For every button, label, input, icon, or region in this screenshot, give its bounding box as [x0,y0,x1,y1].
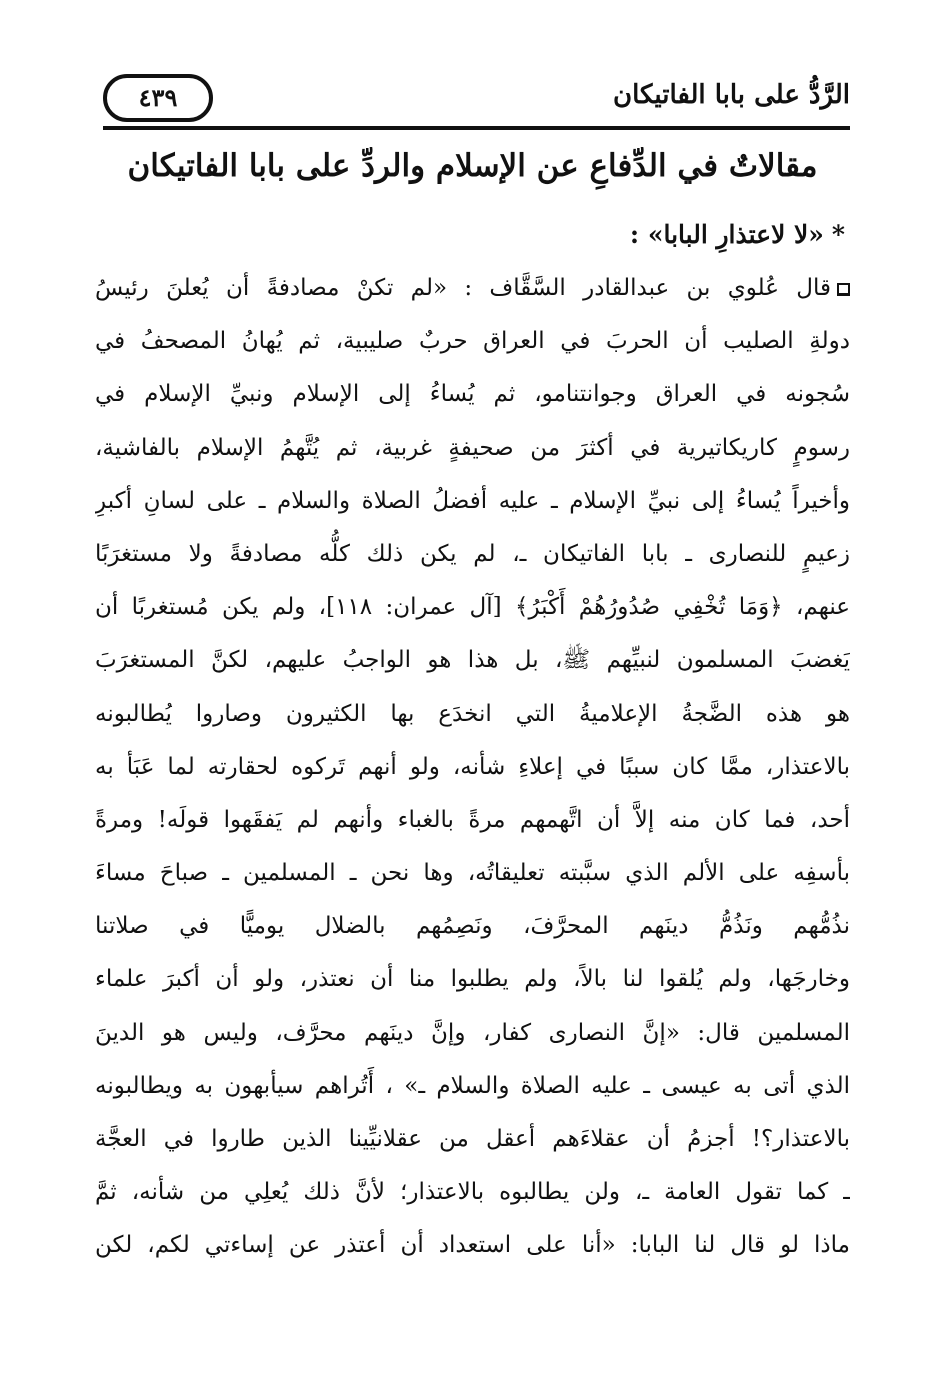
header-rule [103,126,850,130]
section-heading-text: «لا لاعتذارِ البابا» : [629,220,824,249]
body-line: هو هذه الضَّجةُ الإعلاميةُ التي انخدَع بها الكثيرون وصاروا يُطالبونه [95,700,850,727]
section-heading [630,220,845,249]
body-line: نذُمُّهم ونَذُمُّ دينَهم المحرَّفَ، ونَصِمُهم بالضلال يوميًّا في صلاتنا [95,913,850,940]
body-line: سُجونه في العراق وجوانتنامو، ثم يُساءُ إلى الإسلام ونبيِّ الإسلام في [95,381,850,408]
body-line: يَغضبَ المسلمون لنبيِّهم ﷺ، بل هذا هو الواجبُ عليهم، لكنَّ المستغرَبَ [95,647,850,674]
running-header-title: الرَّدُّ على بابا الفاتيكان [612,80,850,110]
body-line: زعيمٍ للنصارى ـ بابا الفاتيكان ـ، لم يكن ذلك كلُّه مصادفةً ولا مستغرَبًا [95,540,850,567]
body-line: أحد، فما كان منه إلاَّ أن اتَّهمهم مرةً بالغباء وأنهم لم يَفقَهوا قولَه! ومرةً [95,806,850,833]
page-number: ٤٣٩ [103,74,213,122]
running-header [95,70,850,134]
body-text [95,262,850,1273]
body-line: ـ كما تقول العامة ـ، ولن يطالبوه بالاعتذار؛ لأنَّ ذلك يُعلِي من شأنه، ثمَّ [95,1179,850,1206]
body-line: وأخيراً يُساءُ إلى نبيِّ الإسلام ـ عليه أفضلُ الصلاة والسلام ـ على لسانِ أكبرِ [95,487,850,514]
body-line-text: قال عُلوي بن عبدالقادر السَّقَّاف : «لم تكنْ مصادفةً أن يُعلنَ رئيسُ [95,275,831,301]
body-line: عنهم، ﴿وَمَا تُخْفِي صُدُورُهُمْ أَكْبَرُ﴾ [آل عمران: ١١٨]، ولم يكن مُستغربًا أن [95,594,850,621]
body-line: الذي أتى به عيسى ـ عليه الصلاة والسلام ـ» ، أَتُراهم سيأبهون به ويطالبونه [95,1072,850,1099]
body-line: رسومٍ كاريكاتيرية في أكثرَ من صحيفةٍ غربية، ثم يُتَّهمُ الإسلام بالفاشية، [95,434,850,461]
body-line: دولةِ الصليب أن الحربَ في العراق حربٌ صليبية، ثم يُهانُ المصحفُ في [95,328,850,355]
square-bullet-icon [837,283,850,296]
body-line: ماذا لو قال لنا البابا: «أنا على استعداد أن أعتذر عن إساءتي لكم، لكن [95,1232,850,1259]
body-line: وخارجَها، ولم يُلقوا لنا بالاً، ولم يطلبوا منا أن نعتذر، ولو أن أكبرَ علماء [95,966,850,993]
body-line: بأسفِه على الألم الذي سبَّبته تعليقاتُه، وها نحن ـ المسلمين ـ صباحَ مساءَ [95,860,850,887]
body-line: بالاعتذار؟! أجزمُ أن عقلاءَهم أعقل من عقلانيِّينا الذين طاروا في العجَّة [95,1126,850,1152]
body-line [95,262,850,315]
main-title: مقالاتٌ في الدِّفاعِ عن الإسلام والردِّ على بابا الفاتيكان [127,148,818,184]
body-line: بالاعتذار، ممَّا كان سببًا في إعلاءِ شأنه، ولو أنهم تَركوه لحقارته لما عَبَأ به [95,753,850,780]
body-line: المسلمين قال: «إنَّ النصارى كفار، وإنَّ دينَهم محرَّف، وليس هو الدينَ [95,1019,850,1046]
star-icon: * [831,220,845,249]
